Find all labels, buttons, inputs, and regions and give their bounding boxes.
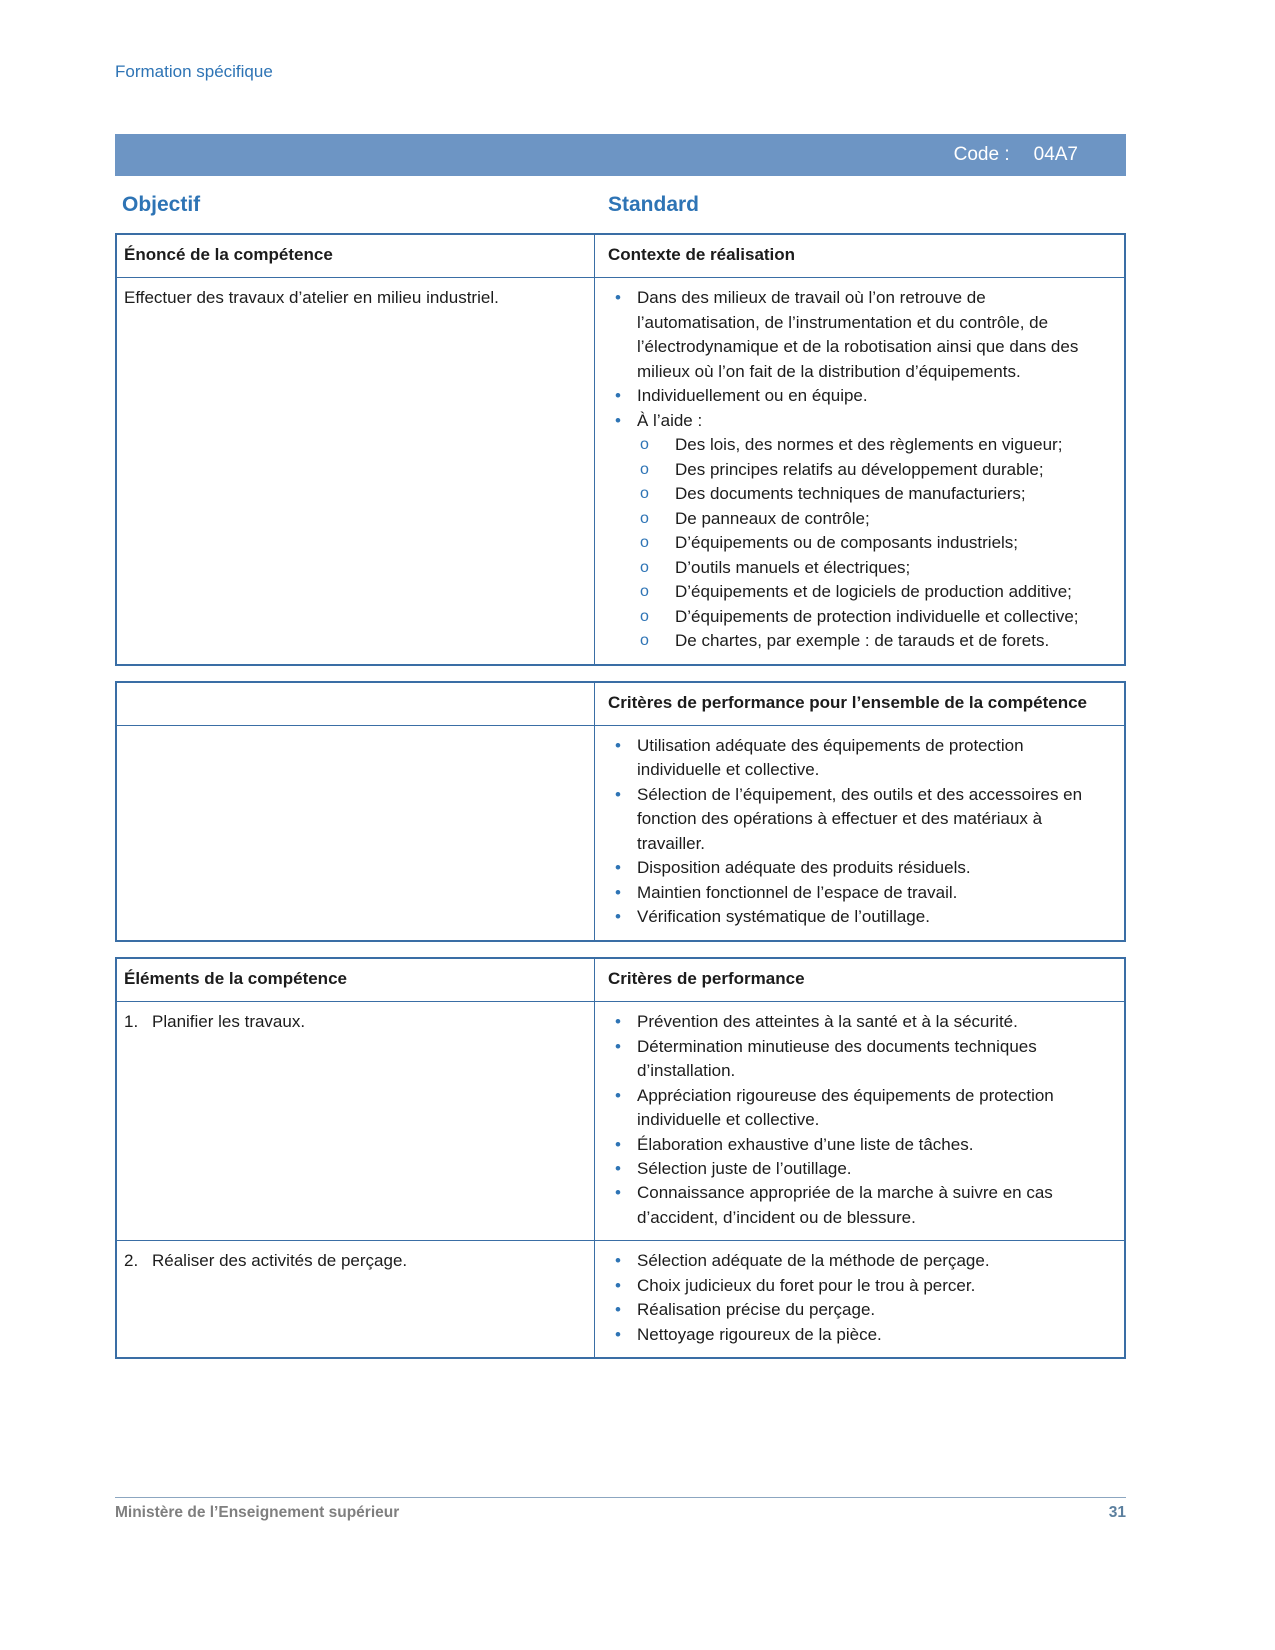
list-item-text: Utilisation adéquate des équipements de protection individuelle et collective. <box>637 735 1024 780</box>
circle-bullet-icon: o <box>640 534 649 552</box>
sub-bullet-item <box>608 580 1106 604</box>
element-entry <box>124 1249 582 1273</box>
page-content <box>115 0 1126 1374</box>
code-bar <box>115 134 1126 176</box>
bullet-item <box>608 384 1106 408</box>
elements-table <box>115 957 1126 1360</box>
page-footer <box>115 1497 1126 1522</box>
disc-bullet-icon: • <box>615 784 621 804</box>
sub-bullet-item <box>608 531 1106 555</box>
enonce-cell: Effectuer des travaux d’atelier en milieu industriel. <box>117 278 595 663</box>
disc-bullet-icon: • <box>615 1159 621 1178</box>
list-item-text: Des lois, des normes et des règlements en vigueur; <box>675 435 1063 455</box>
code-value: 04A7 <box>1033 144 1078 165</box>
disc-bullet-icon: • <box>615 410 621 430</box>
footer-ministry-label: Ministère de l’Enseignement supérieur <box>115 1504 400 1521</box>
disc-bullet-icon: • <box>615 735 621 755</box>
list-item-text: De panneaux de contrôle; <box>675 508 870 528</box>
disc-bullet-icon: • <box>615 386 621 406</box>
bullet-item <box>608 783 1106 856</box>
performance-table-header-row <box>117 683 1124 725</box>
performance-header-empty-cell <box>117 683 595 725</box>
sub-bullet-item <box>608 605 1106 629</box>
disc-bullet-icon: • <box>615 1036 621 1056</box>
list-item-text: À l’aide : <box>637 410 703 430</box>
elements-table-body <box>117 1001 1124 1357</box>
performance-header-cell: Critères de performance pour l’ensemble de la compétence <box>608 692 1087 712</box>
element-entry <box>124 1010 582 1034</box>
disc-bullet-icon: • <box>615 858 621 878</box>
disc-bullet-icon: • <box>615 1251 621 1271</box>
list-item-text: Appréciation rigoureuse des équipements de protection individuelle et collective. <box>637 1085 1054 1130</box>
disc-bullet-icon: • <box>615 907 621 927</box>
bullet-item <box>608 409 1106 433</box>
list-item-text: Vérification systématique de l’outillage. <box>637 907 930 927</box>
contexte-header-cell: Contexte de réalisation <box>608 245 796 264</box>
circle-bullet-icon: o <box>640 607 649 625</box>
list-item-text: Nettoyage rigoureux de la pièce. <box>637 1324 882 1344</box>
competence-table <box>115 233 1126 666</box>
sub-bullet-item <box>608 629 1106 653</box>
sub-bullet-item <box>608 507 1106 531</box>
bullet-item <box>608 1133 1106 1157</box>
criteria-cell <box>595 1241 1124 1357</box>
list-item-text: Maintien fonctionnel de l’espace de travail. <box>637 882 958 902</box>
list-item-text: Sélection de l’équipement, des outils et des accessoires en fonction des opérations à effectuer et des matériaux à travailler. <box>637 784 1083 853</box>
sub-bullet-item <box>608 433 1106 457</box>
list-item-text: D’équipements et de logiciels de production additive; <box>675 582 1072 602</box>
list-item-text: Dans des milieux de travail où l’on retrouve de l’automatisation, de l’instrumentation et du contrôle, de l’électrodynamique et de la robotisation ainsi que dans des milieux où l’on fait de la distribution d’équipements. <box>637 288 1079 381</box>
bullet-item <box>608 881 1106 905</box>
element-number: 1. <box>124 1012 139 1032</box>
enonce-header-cell: Énoncé de la compétence <box>117 235 595 277</box>
bullet-item <box>608 1249 1106 1273</box>
disc-bullet-icon: • <box>615 288 621 308</box>
circle-bullet-icon: o <box>640 460 649 478</box>
element-row <box>117 1240 1124 1357</box>
performance-table-body-row <box>117 725 1124 940</box>
list-item-text: Connaissance appropriée de la marche à suivre en cas d’accident, d’incident ou de blessure. <box>637 1183 1053 1227</box>
bullet-item <box>608 905 1106 929</box>
criteria-header-cell: Critères de performance <box>608 968 805 988</box>
list-item-text: D’équipements ou de composants industriels; <box>675 533 1019 553</box>
column-titles <box>115 193 1126 217</box>
disc-bullet-icon: • <box>615 1183 621 1203</box>
performance-empty-cell <box>117 726 595 940</box>
bullet-item <box>608 1323 1106 1347</box>
sub-bullet-item <box>608 556 1106 580</box>
performance-table <box>115 681 1126 942</box>
list-item-text: D’équipements de protection individuelle et collective; <box>675 606 1079 626</box>
elements-header-cell: Éléments de la compétence <box>117 959 595 1001</box>
list-item-text: Choix judicieux du foret pour le trou à percer. <box>637 1275 976 1295</box>
bullet-item <box>608 856 1106 880</box>
circle-bullet-icon: o <box>640 583 649 601</box>
sub-bullet-item <box>608 458 1106 482</box>
element-row <box>117 1001 1124 1240</box>
list-item-text: D’outils manuels et électriques; <box>675 557 911 577</box>
circle-bullet-icon: o <box>640 509 649 527</box>
bullet-item <box>608 286 1106 384</box>
disc-bullet-icon: • <box>615 1324 621 1344</box>
standard-title: Standard <box>608 193 700 216</box>
criteria-cell <box>595 1002 1124 1240</box>
list-item-text: Sélection adéquate de la méthode de perçage. <box>637 1251 990 1271</box>
disc-bullet-icon: • <box>615 1300 621 1320</box>
list-item-text: Détermination minutieuse des documents techniques d’installation. <box>637 1036 1037 1081</box>
element-cell <box>117 1002 595 1240</box>
circle-bullet-icon: o <box>640 436 649 454</box>
elements-table-header-row <box>117 959 1124 1001</box>
list-item-text: Disposition adéquate des produits résiduels. <box>637 858 971 878</box>
element-cell <box>117 1241 595 1357</box>
list-item-text: Sélection juste de l’outillage. <box>637 1159 852 1178</box>
competence-table-header-row <box>117 235 1124 277</box>
sub-bullet-item <box>608 482 1106 506</box>
disc-bullet-icon: • <box>615 1012 621 1032</box>
element-text: Planifier les travaux. <box>152 1012 306 1032</box>
competence-table-body-row <box>117 277 1124 663</box>
bullet-item <box>608 1157 1106 1181</box>
contexte-cell <box>595 278 1124 663</box>
circle-bullet-icon: o <box>640 632 649 650</box>
performance-criteria-cell <box>595 726 1124 940</box>
list-item-text: Des principes relatifs au développement durable; <box>675 459 1044 479</box>
bullet-item <box>608 734 1106 783</box>
disc-bullet-icon: • <box>615 1085 621 1105</box>
bullet-item <box>608 1035 1106 1084</box>
element-text: Réaliser des activités de perçage. <box>152 1251 408 1271</box>
disc-bullet-icon: • <box>615 882 621 902</box>
list-item-text: Des documents techniques de manufacturiers; <box>675 484 1026 504</box>
list-item-text: Prévention des atteintes à la santé et à la sécurité. <box>637 1012 1018 1032</box>
code-label: Code : <box>953 144 1010 165</box>
bullet-item <box>608 1274 1106 1298</box>
circle-bullet-icon: o <box>640 558 649 576</box>
disc-bullet-icon: • <box>615 1275 621 1295</box>
bullet-item <box>608 1084 1106 1133</box>
bullet-item <box>608 1010 1106 1034</box>
section-label: Formation spécifique <box>115 62 273 81</box>
bullet-item <box>608 1181 1106 1230</box>
element-number: 2. <box>124 1251 139 1271</box>
list-item-text: Individuellement ou en équipe. <box>637 386 868 406</box>
list-item-text: Réalisation précise du perçage. <box>637 1300 876 1320</box>
circle-bullet-icon: o <box>640 485 649 503</box>
list-item-text: De chartes, par exemple : de tarauds et de forets. <box>675 631 1050 651</box>
objectif-title: Objectif <box>122 193 201 216</box>
bullet-item <box>608 1298 1106 1322</box>
disc-bullet-icon: • <box>615 1134 621 1154</box>
footer-page-number: 31 <box>1108 1504 1126 1521</box>
list-item-text: Élaboration exhaustive d’une liste de tâches. <box>637 1134 974 1154</box>
